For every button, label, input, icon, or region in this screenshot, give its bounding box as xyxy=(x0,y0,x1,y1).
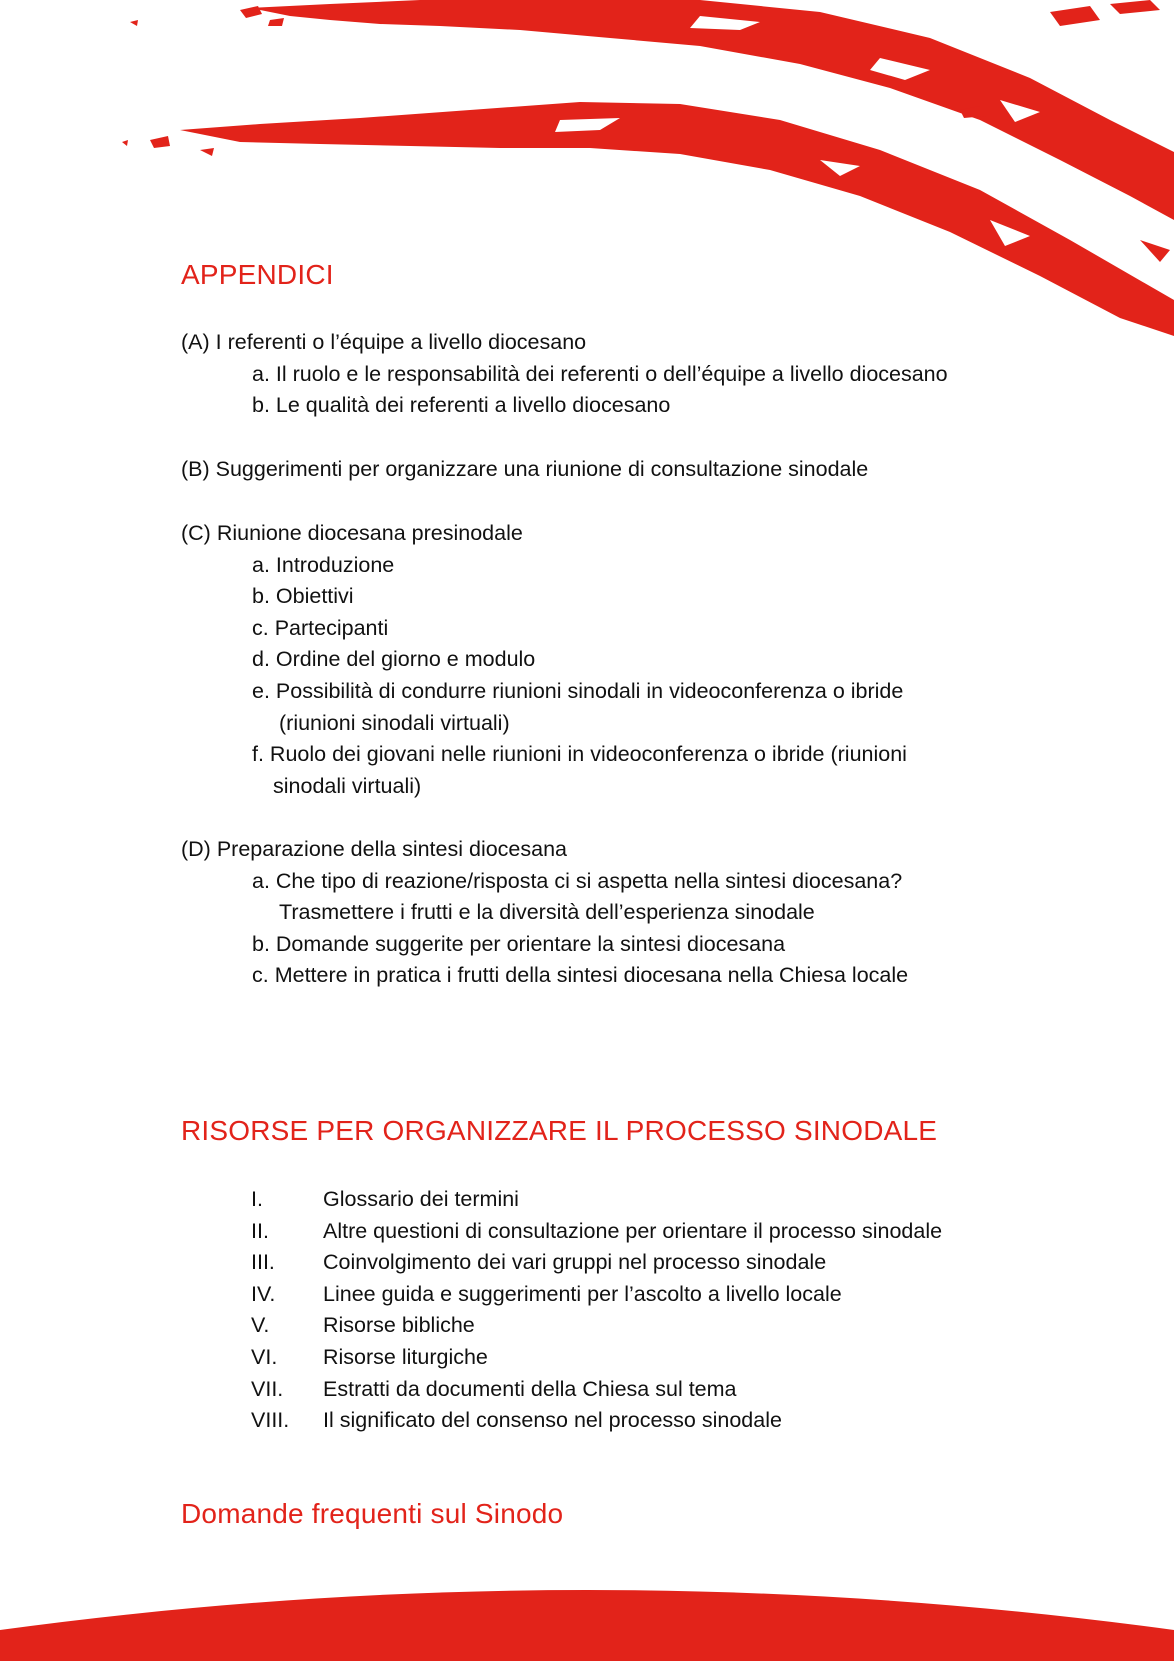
section-d-item: c. Mettere in pratica i frutti della sintesi diocesana nella Chiesa locale xyxy=(252,963,909,988)
list-item-label: Coinvolgimento dei vari gruppi nel processo sinodale xyxy=(323,1250,827,1275)
list-item xyxy=(251,1374,942,1406)
section-c-item: a. Introduzione xyxy=(252,552,395,577)
section-d-item: b. Domande suggerite per orientare la sintesi diocesana xyxy=(252,931,786,956)
list-item xyxy=(251,1184,942,1216)
section-c-item-continuation: sinodali virtuali) xyxy=(273,773,422,798)
section-c xyxy=(181,518,907,802)
list-item xyxy=(251,1310,942,1342)
list-item-number: IV. xyxy=(251,1281,276,1306)
list-item-label: Il significato del consenso nel processo sinodale xyxy=(323,1408,782,1433)
section-d xyxy=(181,834,908,992)
list-item-label: Linee guida e suggerimenti per l’ascolto a livello locale xyxy=(323,1281,842,1306)
list-item-label: Estratti da documenti della Chiesa sul tema xyxy=(323,1376,737,1401)
section-d-item: a. Che tipo di reazione/risposta ci si aspetta nella sintesi diocesana? xyxy=(252,868,903,893)
section-c-item: b. Obiettivi xyxy=(252,584,354,609)
list-item xyxy=(251,1279,942,1311)
risorse-list xyxy=(251,1184,942,1437)
appendici-heading: APPENDICI xyxy=(181,259,334,290)
section-a-title: (A) I referenti o l’équipe a livello diocesano xyxy=(181,330,587,354)
section-b xyxy=(181,454,868,486)
list-item-label: Glossario dei termini xyxy=(323,1187,519,1211)
list-item-number: II. xyxy=(251,1218,269,1243)
faq-heading: Domande frequenti sul Sinodo xyxy=(181,1498,564,1529)
section-c-title: (C) Riunione diocesana presinodale xyxy=(181,521,523,545)
list-item-number: III. xyxy=(251,1250,275,1275)
list-item-number: VII. xyxy=(251,1376,284,1401)
section-c-item: f. Ruolo dei giovani nelle riunioni in videoconferenza o ibride (riunioni xyxy=(252,742,907,767)
section-c-item: e. Possibilità di condurre riunioni sinodali in videoconferenza o ibride xyxy=(252,678,904,703)
section-c-item-continuation: (riunioni sinodali virtuali) xyxy=(279,710,510,735)
section-c-item: d. Ordine del giorno e modulo xyxy=(252,647,536,672)
list-item-number: VIII. xyxy=(251,1408,290,1433)
list-item-label: Risorse bibliche xyxy=(323,1313,475,1338)
section-d-title: (D) Preparazione della sintesi diocesana xyxy=(181,837,568,861)
section-a xyxy=(181,327,948,422)
section-a-item: b. Le qualità dei referenti a livello diocesano xyxy=(252,393,671,418)
list-item-number: V. xyxy=(251,1313,270,1338)
list-item xyxy=(251,1247,942,1279)
section-c-item: c. Partecipanti xyxy=(252,615,389,640)
risorse-heading: RISORSE PER ORGANIZZARE IL PROCESSO SINODALE xyxy=(181,1115,938,1146)
section-a-item: a. Il ruolo e le responsabilità dei referenti o dell’équipe a livello diocesano xyxy=(252,361,948,386)
list-item-number: I. xyxy=(251,1187,263,1211)
list-item-label: Risorse liturgiche xyxy=(323,1344,488,1369)
list-item xyxy=(251,1342,942,1374)
list-item xyxy=(251,1405,942,1437)
list-item-label: Altre questioni di consultazione per orientare il processo sinodale xyxy=(323,1218,943,1243)
section-d-item-continuation: Trasmettere i frutti e la diversità dell’esperienza sinodale xyxy=(279,900,815,925)
list-item-number: VI. xyxy=(251,1344,278,1369)
section-b-title: (B) Suggerimenti per organizzare una riunione di consultazione sinodale xyxy=(181,457,869,481)
list-item xyxy=(251,1216,942,1248)
